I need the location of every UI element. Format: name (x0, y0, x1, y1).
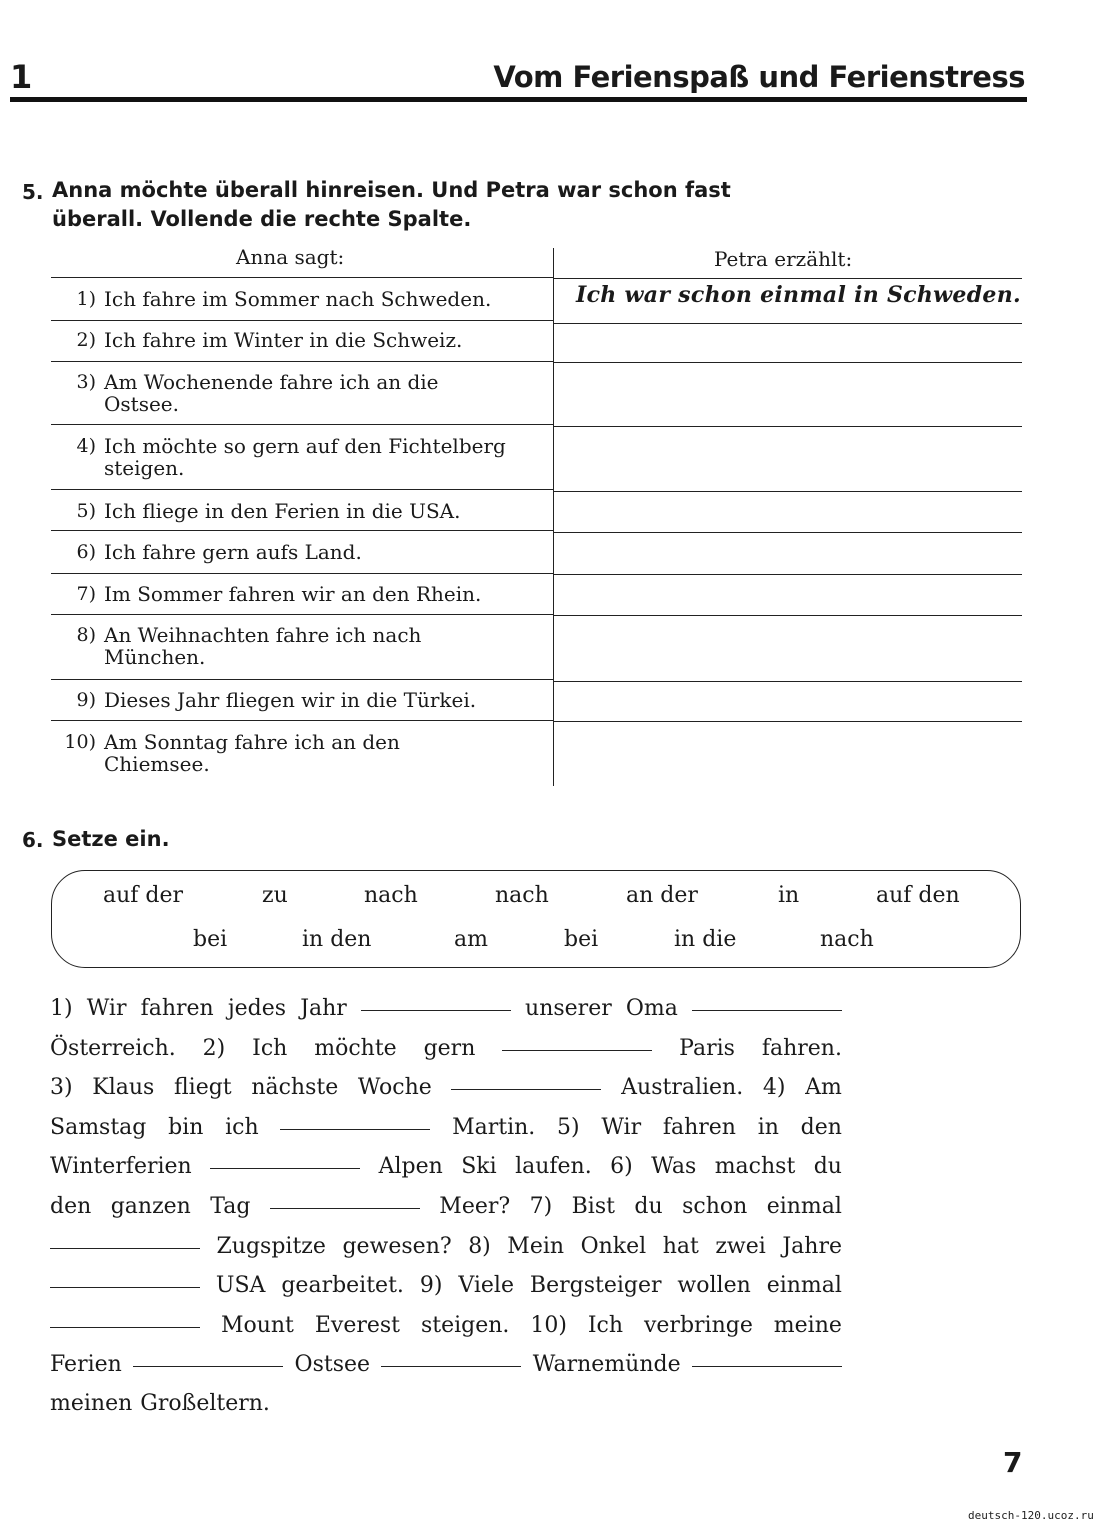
table-rule-right (554, 278, 1022, 279)
table-row-text: Am Sonntag fahre ich an den (104, 730, 400, 754)
cloze-word: 8) (468, 1234, 491, 1259)
cloze-word: Ostsee (294, 1352, 371, 1377)
cloze-word: fliegt (173, 1075, 232, 1100)
table-rule-left (51, 424, 553, 425)
cloze-word: bin (168, 1115, 204, 1140)
table-rule-left (51, 573, 553, 574)
blank-gap[interactable] (381, 1365, 521, 1367)
cloze-word: Woche (357, 1075, 432, 1100)
cloze-word: Ferien (50, 1352, 122, 1377)
table-row-text-continued: München. (104, 645, 206, 669)
word-bank-item: bei (564, 927, 599, 952)
cloze-word: fahren (140, 996, 214, 1021)
table-row-number: 10) (64, 731, 96, 753)
chapter-title: Vom Ferienspaß und Ferienstress (493, 60, 1025, 94)
cloze-word: Winterferien (50, 1154, 192, 1179)
cloze-word: ich (225, 1115, 259, 1140)
word-bank-item: an der (626, 883, 698, 908)
cloze-word: schon (682, 1194, 748, 1219)
table-row-number: 6) (76, 541, 96, 563)
table-row-number: 8) (76, 624, 96, 646)
cloze-word: Großeltern. (140, 1391, 270, 1416)
cloze-line (50, 1036, 842, 1061)
cloze-line (50, 1273, 842, 1298)
word-bank-item: in die (674, 927, 737, 952)
answer-cell[interactable] (576, 500, 1016, 522)
cloze-word: fahren. (761, 1036, 842, 1061)
cloze-word: Bergsteiger (529, 1273, 662, 1298)
table-rule-left (51, 679, 553, 680)
table-row-number: 5) (76, 500, 96, 522)
cloze-line (50, 1154, 842, 1179)
table-rule-left (51, 614, 553, 615)
table-rule-left (51, 720, 553, 721)
table-row-text: Ich fliege in den Ferien in die USA. (104, 499, 461, 523)
cloze-word: Alpen (378, 1154, 443, 1179)
header-rule (10, 97, 1027, 102)
cloze-word: den (800, 1115, 842, 1140)
cloze-word: 2) (202, 1036, 226, 1061)
word-bank-item: zu (262, 883, 288, 908)
answer-cell[interactable] (576, 624, 1016, 646)
cloze-word: den (50, 1194, 92, 1219)
cloze-word: laufen. (515, 1154, 592, 1179)
table-row-number: 1) (76, 288, 96, 310)
blank-gap[interactable] (270, 1207, 420, 1209)
cloze-line (50, 1234, 842, 1259)
cloze-word: du (813, 1154, 842, 1179)
cloze-word: 4) (762, 1075, 786, 1100)
table-rule-left (51, 277, 553, 278)
sample-answer: Ich war schon einmal in Schweden. (576, 282, 1021, 308)
blank-gap[interactable] (692, 1365, 842, 1367)
cloze-word: Ski (461, 1154, 497, 1179)
cloze-word: Everest (314, 1313, 401, 1338)
cloze-word: 1) (50, 996, 73, 1021)
cloze-word: Oma (625, 996, 678, 1021)
blank-gap[interactable] (502, 1049, 652, 1051)
cloze-word: Warnemünde (532, 1352, 681, 1377)
cloze-word: Österreich. (50, 1036, 176, 1061)
cloze-word: einmal (766, 1273, 842, 1298)
cloze-word: jedes (227, 996, 287, 1021)
cloze-word: 3) (50, 1075, 73, 1100)
word-bank-item: auf den (876, 883, 960, 908)
blank-gap[interactable] (210, 1167, 360, 1169)
task6-number: 6. (22, 828, 44, 852)
page-number: 7 (1003, 1446, 1023, 1479)
cloze-word: Jahre (782, 1234, 842, 1259)
blank-gap[interactable] (451, 1088, 601, 1090)
blank-gap[interactable] (692, 1009, 842, 1011)
cloze-word: Meer? (439, 1194, 511, 1219)
cloze-word: Am (805, 1075, 842, 1100)
cloze-word: nächste (251, 1075, 339, 1100)
word-bank-item: in (778, 883, 800, 908)
word-bank-item: nach (495, 883, 549, 908)
table-row-text: Ich fahre im Winter in die Schweiz. (104, 328, 463, 352)
cloze-word: Paris (679, 1036, 735, 1061)
cloze-word: Viele (458, 1273, 514, 1298)
table-row-text-continued: Ostsee. (104, 392, 179, 416)
answer-cell[interactable] (576, 731, 1016, 753)
cloze-word: Jahr (300, 996, 347, 1021)
cloze-word: in (757, 1115, 779, 1140)
cloze-line (50, 1075, 842, 1100)
table-rule-right (554, 426, 1022, 427)
cloze-word: machst (714, 1154, 796, 1179)
cloze-word: meine (773, 1313, 842, 1338)
table-rule-right (554, 574, 1022, 575)
answer-cell[interactable] (576, 329, 1016, 351)
table-rule-right (554, 532, 1022, 533)
cloze-word: wollen (677, 1273, 751, 1298)
blank-gap[interactable] (133, 1365, 283, 1367)
cloze-word: einmal (766, 1194, 842, 1219)
blank-gap[interactable] (50, 1286, 200, 1288)
table-row-text: Im Sommer fahren wir an den Rhein. (104, 582, 482, 606)
cloze-line (50, 1115, 842, 1140)
cloze-line (50, 1313, 842, 1338)
cloze-word: verbringe (643, 1313, 753, 1338)
word-bank-item: nach (820, 927, 874, 952)
cloze-word: du (634, 1194, 663, 1219)
cloze-word: 5) (557, 1115, 580, 1140)
cloze-word: USA (215, 1273, 266, 1298)
chapter-number: 1 (10, 58, 33, 96)
word-bank-item: am (454, 927, 488, 952)
cloze-word: hat (662, 1234, 699, 1259)
word-bank-item: nach (364, 883, 418, 908)
cloze-line (50, 1391, 842, 1416)
task6-instruction: Setze ein. (52, 827, 170, 851)
cloze-word: Wir (601, 1115, 642, 1140)
table-row-number: 3) (76, 371, 96, 393)
table-rule-right (554, 681, 1022, 682)
cloze-word: 9) (419, 1273, 443, 1298)
word-bank-item: auf der (103, 883, 184, 908)
cloze-word: Martin. (452, 1115, 536, 1140)
cloze-word: steigen. (420, 1313, 510, 1338)
cloze-word: gern (423, 1036, 476, 1061)
cloze-word: Tag (210, 1194, 251, 1219)
answer-cell[interactable] (576, 689, 1016, 711)
table-rule-right (554, 721, 1022, 722)
cloze-word: Bist (571, 1194, 615, 1219)
watermark: deutsch-120.ucoz.ru (968, 1509, 1094, 1522)
cloze-word: meinen (50, 1391, 133, 1416)
table-row-text-continued: Chiemsee. (104, 752, 210, 776)
cloze-word: ganzen (110, 1194, 191, 1219)
answer-cell[interactable] (576, 435, 1016, 457)
cloze-word: Ich (252, 1036, 288, 1061)
task5-instruction-line1: Anna möchte überall hinreisen. Und Petra war schon fast (52, 178, 731, 202)
table-rule-right (554, 362, 1022, 363)
cloze-word: 6) (610, 1154, 633, 1179)
table-rule-left (51, 489, 553, 490)
table-row-number: 7) (76, 583, 96, 605)
table-row-text: An Weihnachten fahre ich nach (104, 623, 422, 647)
table-row-number: 2) (76, 329, 96, 351)
blank-gap[interactable] (280, 1128, 430, 1130)
cloze-line (50, 1352, 842, 1377)
cloze-word: Zugspitze (216, 1234, 326, 1259)
table-rule-left (51, 361, 553, 362)
column-header-right: Petra erzählt: (714, 247, 853, 271)
table-rule-right (554, 615, 1022, 616)
answer-cell[interactable] (576, 541, 1016, 563)
cloze-word: möchte (314, 1036, 397, 1061)
task5-number: 5. (22, 180, 44, 204)
cloze-word: gearbeitet. (281, 1273, 404, 1298)
cloze-line (50, 1194, 842, 1219)
cloze-word: Australien. (621, 1075, 744, 1100)
table-row-number: 9) (76, 689, 96, 711)
cloze-word: 7) (529, 1194, 553, 1219)
task5-instruction-line2: überall. Vollende die rechte Spalte. (52, 207, 472, 231)
table-row-text: Ich fahre im Sommer nach Schweden. (104, 287, 492, 311)
column-header-left: Anna sagt: (236, 245, 345, 269)
cloze-word: fahren (662, 1115, 736, 1140)
table-rule-right (554, 491, 1022, 492)
table-row-text: Dieses Jahr fliegen wir in die Türkei. (104, 688, 477, 712)
blank-gap[interactable] (50, 1247, 200, 1249)
table-row-text: Ich möchte so gern auf den Fichtelberg (104, 434, 506, 458)
word-bank-item: in den (302, 927, 372, 952)
table-rule-left (51, 320, 553, 321)
answer-cell[interactable] (576, 583, 1016, 605)
table-row-number: 4) (76, 435, 96, 457)
cloze-word: Klaus (92, 1075, 155, 1100)
answer-cell[interactable] (576, 371, 1016, 393)
cloze-word: gewesen? (342, 1234, 452, 1259)
blank-gap[interactable] (361, 1009, 511, 1011)
cloze-word: Mount (220, 1313, 294, 1338)
table-row-text: Am Wochenende fahre ich an die (104, 370, 439, 394)
word-bank-item: bei (193, 927, 228, 952)
cloze-line (50, 996, 842, 1021)
column-divider (553, 248, 554, 786)
cloze-word: Was (651, 1154, 697, 1179)
cloze-word: Onkel (580, 1234, 647, 1259)
cloze-word: unserer (525, 996, 612, 1021)
table-row-text: Ich fahre gern aufs Land. (104, 540, 362, 564)
cloze-word: Samstag (50, 1115, 147, 1140)
cloze-word: Ich (587, 1313, 624, 1338)
cloze-word: Mein (507, 1234, 565, 1259)
cloze-word: Wir (86, 996, 127, 1021)
cloze-word: 10) (530, 1313, 567, 1338)
table-rule-right (554, 323, 1022, 324)
cloze-word: zwei (715, 1234, 766, 1259)
blank-gap[interactable] (50, 1326, 200, 1328)
table-rule-left (51, 530, 553, 531)
table-row-text-continued: steigen. (104, 456, 185, 480)
